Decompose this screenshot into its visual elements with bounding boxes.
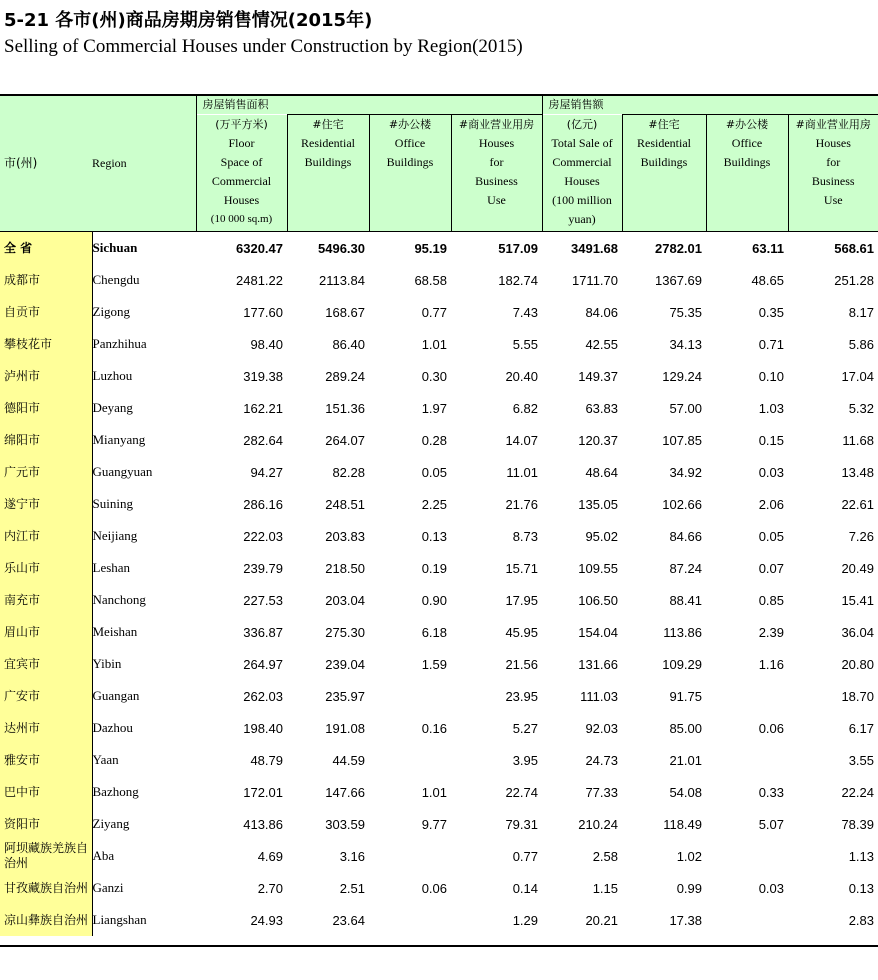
cell-area-office: 0.13	[421, 528, 447, 544]
cell-sales-business: 7.26	[848, 528, 874, 544]
region-name-en: Leshan	[92, 560, 131, 575]
region-name-en: Nanchong	[92, 592, 146, 607]
region-name-en: Ganzi	[92, 880, 124, 895]
header-region-en: Region	[92, 96, 196, 232]
cell-sales-business: 11.68	[842, 432, 874, 448]
table-body	[0, 232, 878, 936]
region-name-cn: 乐山市	[0, 552, 92, 584]
cell-sales-total: 84.06	[585, 304, 618, 320]
cell-sales-office: 5.07	[758, 816, 784, 832]
cell-sales-office: 0.07	[758, 560, 784, 576]
table-row	[0, 392, 878, 424]
cell-area-office: 1.97	[421, 400, 447, 416]
bottom-rule	[0, 945, 878, 947]
cell-sales-office: 0.06	[758, 720, 784, 736]
cell-area-office: 6.18	[421, 624, 447, 640]
cell-sales-office: 0.85	[758, 592, 784, 608]
cell-sales-total: 120.37	[578, 432, 618, 448]
cell-area-total: 239.79	[243, 560, 283, 576]
cell-area-office: 0.05	[421, 464, 447, 480]
header-group-row	[0, 96, 878, 115]
cell-area-office: 0.28	[421, 432, 447, 448]
cell-area-business: 1.29	[512, 912, 538, 928]
table-row	[0, 264, 878, 296]
cell-sales-office	[706, 840, 788, 872]
cell-sales-office: 0.33	[758, 784, 784, 800]
table-row	[0, 872, 878, 904]
cell-area-residential: 275.30	[325, 624, 365, 640]
cell-area-business: 6.82	[512, 400, 538, 416]
cell-sales-residential: 87.24	[669, 560, 702, 576]
header-area-business: #商业营业用房 Houses for Business Use	[451, 115, 542, 232]
cell-area-business: 517.09	[498, 240, 538, 256]
region-name-en: Guangan	[92, 688, 140, 703]
cell-sales-business: 5.86	[848, 336, 874, 352]
cell-area-total: 2481.22	[236, 272, 283, 288]
cell-area-office: 0.19	[421, 560, 447, 576]
table-row	[0, 776, 878, 808]
cell-sales-total: 106.50	[578, 592, 618, 608]
cell-area-residential: 3.16	[339, 848, 365, 864]
cell-sales-office	[706, 904, 788, 936]
cell-sales-total: 77.33	[585, 784, 618, 800]
cell-area-residential: 168.67	[325, 304, 365, 320]
region-name-cn: 雅安市	[0, 744, 92, 776]
cell-area-office: 0.90	[421, 592, 447, 608]
cell-sales-office: 1.16	[758, 656, 784, 672]
cell-area-total: 262.03	[243, 688, 283, 704]
cell-sales-office: 0.35	[758, 304, 784, 320]
table-row	[0, 328, 878, 360]
cell-area-business: 21.56	[505, 656, 538, 672]
cell-sales-business: 3.55	[848, 752, 874, 768]
cell-sales-office	[706, 680, 788, 712]
cell-sales-office: 0.03	[758, 880, 784, 896]
cell-area-office: 0.30	[421, 368, 447, 384]
cell-sales-business: 20.80	[841, 656, 874, 672]
cell-sales-total: 154.04	[578, 624, 618, 640]
cell-sales-total: 48.64	[585, 464, 618, 480]
cell-area-business: 17.95	[505, 592, 538, 608]
table-row	[0, 616, 878, 648]
cell-sales-total: 92.03	[585, 720, 618, 736]
cell-area-business: 21.76	[505, 496, 538, 512]
cell-area-total: 336.87	[243, 624, 283, 640]
region-name-en: Aba	[92, 848, 115, 863]
cell-sales-residential: 84.66	[669, 528, 702, 544]
cell-sales-residential: 102.66	[662, 496, 702, 512]
cell-sales-total: 3491.68	[571, 240, 618, 256]
region-name-cn: 达州市	[0, 712, 92, 744]
cell-sales-total: 111.03	[580, 688, 618, 704]
cell-sales-residential: 17.38	[669, 912, 702, 928]
cell-sales-total: 24.73	[585, 752, 618, 768]
cell-sales-business: 568.61	[834, 240, 874, 256]
region-name-cn: 德阳市	[0, 392, 92, 424]
cell-sales-residential: 88.41	[669, 592, 702, 608]
cell-sales-residential: 129.24	[662, 368, 702, 384]
cell-area-total: 4.69	[257, 848, 283, 864]
table-title-en: Selling of Commercial Houses under Construction by Region(2015)	[4, 36, 523, 57]
cell-sales-office	[706, 744, 788, 776]
cell-area-residential: 86.40	[332, 336, 365, 352]
cell-area-office: 1.01	[421, 784, 447, 800]
cell-area-total: 48.79	[250, 752, 283, 768]
cell-sales-office: 63.11	[752, 240, 784, 256]
cell-area-residential: 235.97	[325, 688, 365, 704]
cell-area-business: 8.73	[512, 528, 538, 544]
region-name-cn: 全 省	[0, 232, 92, 264]
cell-sales-business: 8.17	[848, 304, 874, 320]
cell-area-business: 5.55	[512, 336, 538, 352]
region-name-en: Deyang	[92, 400, 133, 415]
cell-area-business: 182.74	[498, 272, 538, 288]
cell-sales-business: 6.17	[848, 720, 874, 736]
cell-sales-office: 1.03	[758, 400, 784, 416]
header-area-office: #办公楼 Office Buildings	[369, 115, 451, 232]
cell-area-residential: 147.66	[325, 784, 365, 800]
region-name-en: Chengdu	[92, 272, 140, 287]
cell-area-office: 68.58	[414, 272, 447, 288]
cell-sales-office: 2.39	[758, 624, 784, 640]
cell-sales-business: 13.48	[841, 464, 874, 480]
cell-area-office: 9.77	[421, 816, 447, 832]
cell-area-business: 0.77	[512, 848, 538, 864]
region-name-cn: 成都市	[0, 264, 92, 296]
cell-area-office: 0.77	[421, 304, 447, 320]
cell-sales-total: 2.58	[592, 848, 618, 864]
region-name-en: Yaan	[92, 752, 119, 767]
cell-sales-total: 20.21	[585, 912, 618, 928]
cell-sales-total: 63.83	[585, 400, 618, 416]
cell-area-residential: 303.59	[325, 816, 365, 832]
cell-sales-residential: 118.49	[663, 816, 702, 832]
cell-area-business: 79.31	[505, 816, 538, 832]
table-title-cn: 5-21 各市(州)商品房期房销售情况(2015年)	[4, 10, 373, 31]
region-name-cn: 攀枝花市	[0, 328, 92, 360]
region-name-cn: 绵阳市	[0, 424, 92, 456]
region-name-cn: 凉山彝族自治州	[0, 904, 92, 936]
cell-sales-business: 0.13	[848, 880, 874, 896]
table-row	[0, 360, 878, 392]
header-sales-office: #办公楼 Office Buildings	[706, 115, 788, 232]
cell-sales-office: 0.03	[758, 464, 784, 480]
cell-area-residential: 191.08	[325, 720, 365, 736]
cell-sales-residential: 91.75	[669, 688, 702, 704]
cell-sales-business: 1.13	[848, 848, 874, 864]
cell-area-business: 15.71	[505, 560, 538, 576]
cell-area-total: 162.21	[243, 400, 283, 416]
cell-sales-business: 17.04	[841, 368, 874, 384]
cell-area-total: 177.60	[243, 304, 283, 320]
cell-sales-residential: 34.13	[669, 336, 702, 352]
cell-sales-total: 42.55	[585, 336, 618, 352]
cell-sales-business: 251.28	[834, 272, 874, 288]
region-name-en: Bazhong	[92, 784, 139, 799]
cell-sales-office: 0.15	[758, 432, 784, 448]
cell-area-office: 95.19	[414, 240, 447, 256]
cell-area-business: 45.95	[505, 624, 538, 640]
cell-area-residential: 82.28	[332, 464, 365, 480]
cell-sales-total: 95.02	[585, 528, 618, 544]
cell-area-total: 198.40	[243, 720, 283, 736]
cell-area-residential: 2113.84	[318, 272, 365, 288]
cell-area-total: 2.70	[257, 880, 283, 896]
cell-area-total: 6320.47	[236, 240, 283, 256]
cell-sales-office: 48.65	[751, 272, 784, 288]
cell-area-business: 23.95	[505, 688, 538, 704]
header-region-cn: 市(州)	[0, 96, 92, 232]
table-row	[0, 296, 878, 328]
cell-area-office	[369, 680, 451, 712]
table-row	[0, 808, 878, 840]
table-row	[0, 520, 878, 552]
region-name-cn: 眉山市	[0, 616, 92, 648]
region-name-en: Guangyuan	[92, 464, 153, 479]
cell-area-residential: 264.07	[325, 432, 365, 448]
cell-area-office	[369, 744, 451, 776]
cell-sales-residential: 107.85	[662, 432, 702, 448]
region-name-en: Mianyang	[92, 432, 146, 447]
cell-area-office: 1.59	[421, 656, 447, 672]
region-name-en: Neijiang	[92, 528, 138, 543]
cell-area-business: 20.40	[505, 368, 538, 384]
region-name-en: Ziyang	[92, 816, 130, 831]
cell-area-total: 282.64	[243, 432, 283, 448]
region-name-en: Luzhou	[92, 368, 133, 383]
cell-sales-office: 0.10	[758, 368, 784, 384]
cell-sales-office: 2.06	[758, 496, 784, 512]
header-sales-residential: #住宅 Residential Buildings	[622, 115, 706, 232]
cell-area-residential: 239.04	[325, 656, 365, 672]
cell-sales-business: 22.24	[841, 784, 874, 800]
region-name-cn: 资阳市	[0, 808, 92, 840]
cell-area-residential: 248.51	[325, 496, 365, 512]
cell-area-residential: 289.24	[325, 368, 365, 384]
cell-sales-total: 149.37	[578, 368, 618, 384]
region-name-en: Dazhou	[92, 720, 133, 735]
region-name-cn: 广元市	[0, 456, 92, 488]
cell-sales-total: 1.15	[592, 880, 618, 896]
cell-area-office	[369, 904, 451, 936]
cell-sales-business: 78.39	[841, 816, 874, 832]
cell-sales-total: 131.66	[578, 656, 618, 672]
cell-area-total: 94.27	[250, 464, 283, 480]
region-name-cn: 自贡市	[0, 296, 92, 328]
cell-sales-residential: 109.29	[662, 656, 702, 672]
cell-area-total: 222.03	[243, 528, 283, 544]
cell-area-residential: 203.04	[325, 592, 365, 608]
cell-sales-total: 135.05	[578, 496, 618, 512]
region-name-en: Panzhihua	[92, 336, 147, 351]
cell-sales-residential: 1367.69	[655, 272, 702, 288]
cell-sales-residential: 2782.01	[655, 240, 702, 256]
cell-area-total: 227.53	[243, 592, 283, 608]
cell-area-business: 0.14	[512, 880, 538, 896]
table-row	[0, 424, 878, 456]
cell-area-total: 24.93	[250, 912, 283, 928]
region-name-en: Suining	[92, 496, 133, 511]
cell-area-total: 286.16	[243, 496, 283, 512]
cell-sales-total: 109.55	[578, 560, 618, 576]
header-area-total: (万平方米) Floor Space of Commercial Houses (10 000 sq.m)	[196, 115, 287, 232]
cell-sales-residential: 85.00	[669, 720, 702, 736]
cell-sales-business: 36.04	[841, 624, 874, 640]
cell-sales-business: 18.70	[841, 688, 874, 704]
cell-area-business: 14.07	[505, 432, 538, 448]
cell-sales-residential: 75.35	[669, 304, 702, 320]
header-area-residential: #住宅 Residential Buildings	[287, 115, 369, 232]
cell-sales-business: 2.83	[848, 912, 874, 928]
header-sales-business: #商业营业用房 Houses for Business Use	[788, 115, 878, 232]
cell-sales-business: 15.41	[841, 592, 874, 608]
region-name-en: Yibin	[92, 656, 122, 671]
table-row	[0, 584, 878, 616]
cell-area-total: 264.97	[243, 656, 283, 672]
region-name-en: Meishan	[92, 624, 138, 639]
region-name-cn: 宜宾市	[0, 648, 92, 680]
cell-area-business: 11.01	[506, 464, 538, 480]
table-row	[0, 904, 878, 936]
region-name-en: Liangshan	[92, 912, 147, 927]
cell-area-residential: 5496.30	[318, 240, 365, 256]
cell-area-business: 22.74	[505, 784, 538, 800]
cell-area-total: 319.38	[243, 368, 283, 384]
cell-area-residential: 44.59	[332, 752, 365, 768]
region-name-en: Sichuan	[92, 240, 138, 255]
region-name-cn: 巴中市	[0, 776, 92, 808]
cell-area-residential: 151.36	[325, 400, 365, 416]
cell-area-business: 7.43	[512, 304, 538, 320]
cell-area-office: 1.01	[421, 336, 447, 352]
cell-sales-total: 210.24	[578, 816, 618, 832]
cell-area-business: 3.95	[512, 752, 538, 768]
region-name-cn: 甘孜藏族自治州	[0, 872, 92, 904]
cell-area-office: 2.25	[421, 496, 447, 512]
table-row	[0, 680, 878, 712]
cell-sales-total: 1711.70	[571, 272, 618, 288]
region-name-en: Zigong	[92, 304, 131, 319]
table-row	[0, 744, 878, 776]
region-name-cn: 阿坝藏族羌族自治州	[0, 840, 92, 872]
table-row-total	[0, 232, 878, 264]
header-group-sales: 房屋销售额	[542, 96, 878, 115]
cell-sales-business: 5.32	[848, 400, 874, 416]
cell-area-total: 172.01	[243, 784, 283, 800]
cell-sales-residential: 21.01	[669, 752, 702, 768]
cell-area-residential: 23.64	[332, 912, 365, 928]
header-sales-total: (亿元) Total Sale of Commercial Houses (100 million yuan)	[542, 115, 622, 232]
region-name-cn: 南充市	[0, 584, 92, 616]
cell-sales-residential: 34.92	[669, 464, 702, 480]
header-group-area: 房屋销售面积	[196, 96, 542, 115]
cell-area-office: 0.16	[421, 720, 447, 736]
cell-area-total: 98.40	[250, 336, 283, 352]
cell-area-business: 5.27	[512, 720, 538, 736]
cell-area-residential: 203.83	[325, 528, 365, 544]
table-row	[0, 456, 878, 488]
region-name-cn: 内江市	[0, 520, 92, 552]
cell-area-total: 413.86	[243, 816, 283, 832]
cell-area-office	[369, 840, 451, 872]
table-row	[0, 712, 878, 744]
table-row	[0, 648, 878, 680]
cell-sales-residential: 57.00	[669, 400, 702, 416]
region-name-cn: 泸州市	[0, 360, 92, 392]
cell-sales-residential: 54.08	[669, 784, 702, 800]
data-table	[0, 96, 878, 936]
cell-area-residential: 218.50	[325, 560, 365, 576]
cell-area-residential: 2.51	[339, 880, 365, 896]
cell-sales-business: 20.49	[841, 560, 874, 576]
cell-sales-business: 22.61	[841, 496, 874, 512]
region-name-cn: 遂宁市	[0, 488, 92, 520]
region-name-cn: 广安市	[0, 680, 92, 712]
table-row	[0, 552, 878, 584]
cell-sales-residential: 0.99	[676, 880, 702, 896]
cell-sales-residential: 1.02	[676, 848, 702, 864]
table-row	[0, 488, 878, 520]
cell-area-office: 0.06	[421, 880, 447, 896]
cell-sales-office: 0.05	[758, 528, 784, 544]
cell-sales-residential: 113.86	[663, 624, 702, 640]
cell-sales-office: 0.71	[758, 336, 784, 352]
table-row	[0, 840, 878, 872]
